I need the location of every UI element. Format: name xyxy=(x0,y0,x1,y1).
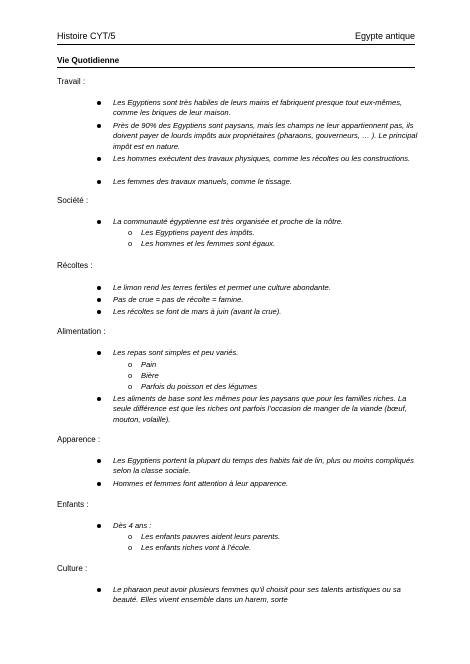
list-item: Les hommes exécutent des travaux physiques, comme les récoltes ou les constructions. xyxy=(113,154,418,164)
bullet-icon xyxy=(97,588,101,592)
list-item: Hommes et femmes font attention à leur apparence. xyxy=(113,479,418,489)
bullet-icon xyxy=(97,220,101,224)
sub-list-item: o Bière xyxy=(128,371,159,380)
section-alimentation-heading: Alimentation : xyxy=(57,327,106,336)
list-item: Près de 90% des Egyptiens sont paysans, mais les champs ne leur appartiennent pas, ils doivent payer de lourds impôts aux propriétaires (pharaons, gouverneurs, … ). Le principal impôt est en nature. xyxy=(113,121,418,152)
section-enfants-heading: Enfants : xyxy=(57,500,89,509)
section-recoltes-heading: Récoltes : xyxy=(57,261,93,270)
list-item: Les femmes des travaux manuels, comme le tissage. xyxy=(113,177,418,187)
circle-bullet-icon: o xyxy=(128,239,133,248)
sub-list-item: o Les hommes et les femmes sont égaux. xyxy=(128,239,276,248)
bullet-icon xyxy=(97,482,101,486)
bullet-icon xyxy=(97,101,101,105)
circle-bullet-icon: o xyxy=(128,371,133,380)
sub-list-item: o Les Egyptiens payent des impôts. xyxy=(128,228,255,237)
section-apparence-heading: Apparence : xyxy=(57,435,101,444)
header-left: Histoire CYT/5 xyxy=(57,31,116,41)
circle-bullet-icon: o xyxy=(128,382,133,391)
sub-list-item: o Parfois du poisson et des légumes xyxy=(128,382,258,391)
circle-bullet-icon: o xyxy=(128,532,133,541)
section-travail-heading: Travail : xyxy=(57,77,86,86)
list-item: Les aliments de base sont les mêmes pour les paysans que pour les familles riches. La seule différence est que les riches ont parfois l’occasion de manger de la viande (bœuf, mouton, volaille). xyxy=(113,394,418,425)
bullet-icon xyxy=(97,298,101,302)
bullet-icon xyxy=(97,124,101,128)
list-item: La communauté égyptienne est très organisée et proche de la nôtre. xyxy=(113,217,418,227)
list-item: Les repas sont simples et peu variés. xyxy=(113,348,418,358)
list-item: Les Egyptiens sont très habiles de leurs mains et fabriquent presque tout eux-mêmes, comme les briques de leur maison. xyxy=(113,98,418,119)
bullet-icon xyxy=(97,351,101,355)
bullet-icon xyxy=(97,524,101,528)
list-item: Le pharaon peut avoir plusieurs femmes qu’il choisit pour ses talents artistiques ou sa beauté. Elles vivent ensemble dans un harem, sorte xyxy=(113,585,418,606)
sub-list-item: o Les enfants pauvres aident leurs parents. xyxy=(128,532,281,541)
list-item: Les Egyptiens portent la plupart du temps des habits fait de lin, plus ou moins compliqués selon la classe sociale. xyxy=(113,456,418,477)
sub-list-item: o Pain xyxy=(128,360,157,369)
page-title: Vie Quotidienne xyxy=(57,55,415,68)
header-right: Egypte antique xyxy=(354,31,415,41)
bullet-icon xyxy=(97,397,101,401)
list-item: Le limon rend les terres fertiles et permet une culture abondante. xyxy=(113,283,418,293)
page-header xyxy=(57,30,415,45)
list-item: Pas de crue = pas de récolte = famine. xyxy=(113,295,418,305)
bullet-icon xyxy=(97,459,101,463)
bullet-icon xyxy=(97,286,101,290)
sub-list-item: o Les enfants riches vont à l’école. xyxy=(128,543,252,552)
bullet-icon xyxy=(97,310,101,314)
circle-bullet-icon: o xyxy=(128,228,133,237)
circle-bullet-icon: o xyxy=(128,543,133,552)
bullet-icon xyxy=(97,157,101,161)
section-culture-heading: Culture : xyxy=(57,564,88,573)
section-societe-heading: Société : xyxy=(57,196,89,205)
list-item: Les récoltes se font de mars à juin (avant la crue). xyxy=(113,307,418,317)
list-item: Dès 4 ans : xyxy=(113,521,418,531)
bullet-icon xyxy=(97,180,101,184)
circle-bullet-icon: o xyxy=(128,360,133,369)
